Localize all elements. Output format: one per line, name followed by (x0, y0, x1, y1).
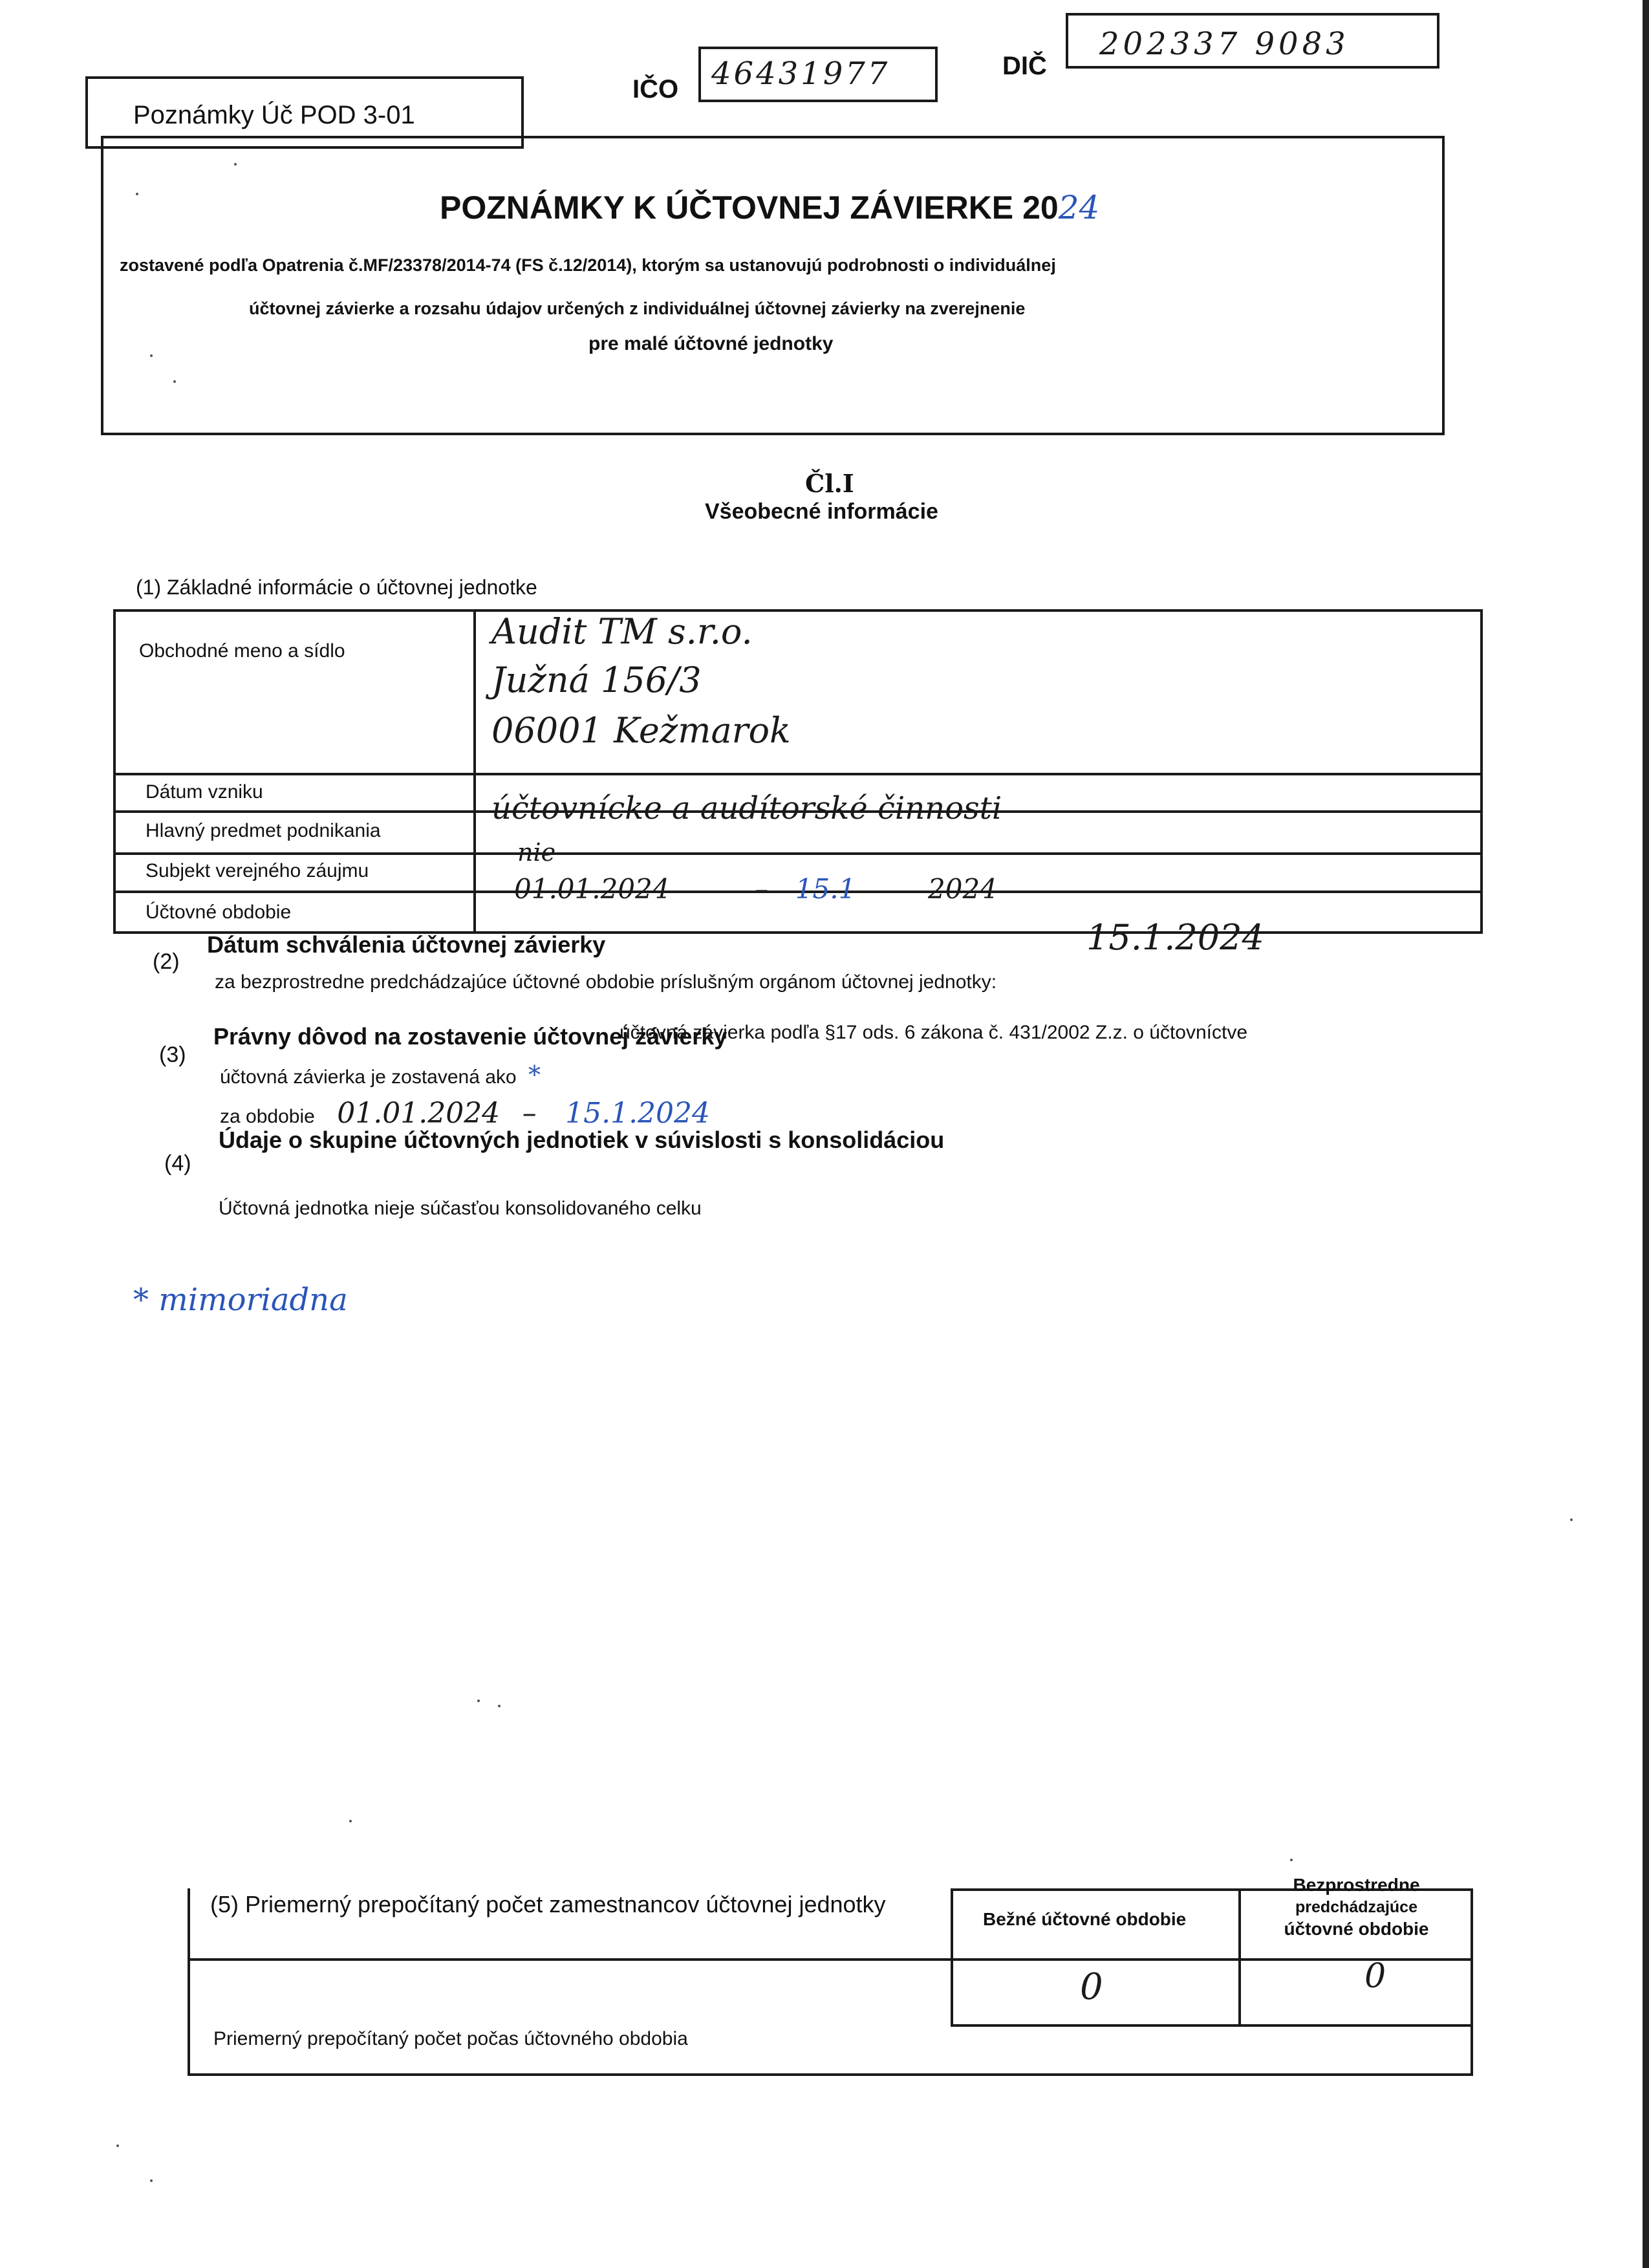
title-main (440, 189, 1099, 226)
scan-speck (173, 380, 176, 383)
dic-label: DIČ (1002, 52, 1047, 80)
scan-speck (150, 354, 153, 357)
section3-period-end: 15.1.2024 (565, 1097, 711, 1130)
row-value-name-3: 06001 Kežmarok (491, 710, 791, 751)
section2-sub: za bezprostredne predchádzajúce účtovné obdobie príslušným orgánom účtovnej jednotky: (215, 971, 997, 993)
title-year-handwritten: 24 (1058, 189, 1100, 226)
title-box (101, 136, 1445, 435)
section3-period-start: 01.01.2024 (337, 1097, 501, 1130)
section3-period-dash: – (522, 1097, 537, 1130)
section5-col-prev-1: Bezprostredne (1293, 1875, 1420, 1895)
section1-row-line-1 (113, 773, 1480, 775)
scan-speck (1570, 1518, 1573, 1521)
section5-prev-value: 0 (1364, 1957, 1386, 1996)
section3-period (220, 1097, 710, 1130)
row-value-name-1: Audit TM s.r.o. (491, 611, 753, 652)
section5-col-prev-3: účtovné obdobie (1284, 1919, 1429, 1939)
row-value-activity: účtovnícke a audítorské činnosti (491, 790, 1002, 826)
section5-row-label: Priemerný prepočítaný počet počas účtovného obdobia (213, 2028, 688, 2049)
article-number: Čl.I (805, 469, 854, 498)
scan-speck (477, 1700, 480, 1702)
title-year-prefix: 20 (1022, 189, 1059, 226)
period-start: 01.01.2024 (514, 873, 670, 905)
ico-label: IČO (632, 75, 679, 103)
scan-speck (136, 193, 138, 195)
section2-heading: Dátum schválenia účtovnej závierky (207, 931, 606, 958)
section3-period-label: za obdobie (220, 1106, 315, 1127)
section5-col-current: Bežné účtovné obdobie (983, 1909, 1187, 1929)
article-heading: Všeobecné informácie (705, 499, 938, 524)
title-line3: pre malé účtovné jednotky (588, 333, 834, 354)
scan-speck (234, 163, 237, 166)
row-value-name-2: Južná 156/3 (491, 660, 702, 700)
row-value-period (514, 873, 997, 905)
section3-line-b: účtovná závierka podľa §17 ods. 6 zákona č. 431/2002 Z.z. o účtovníctve (620, 1022, 1248, 1043)
scan-edge (1643, 0, 1649, 2268)
section3-line (220, 1061, 541, 1089)
section4-heading: Údaje o skupine účtovných jednotiek v súvislosti s konsolidáciou (219, 1127, 945, 1153)
dic-value: 202337 9083 (1099, 26, 1350, 62)
row-label-public-interest: Subjekt verejného záujmu (146, 860, 369, 881)
scan-speck (1290, 1859, 1293, 1861)
section2-value: 15.1.2024 (1086, 917, 1264, 958)
scan-speck (116, 2144, 119, 2147)
title-line2: účtovnej závierke a rozsahu údajov určených z individuálnej účtovnej závierky na zverejnenie (249, 299, 1026, 318)
section4-number: (4) (164, 1151, 191, 1176)
period-end-year: 2024 (928, 873, 997, 905)
section5-body-line (951, 2024, 1471, 2027)
section1-label: (1) Základné informácie o účtovnej jednotke (136, 576, 537, 599)
section1-col-divider (473, 609, 476, 931)
row-label-founded: Dátum vzniku (146, 781, 263, 803)
section5-col1-divider (951, 1888, 953, 2024)
section3-number: (3) (159, 1042, 186, 1067)
footnote: * mimoriadna (133, 1282, 348, 1318)
section1-row-line-3 (113, 852, 1480, 855)
section5-header-line (188, 1958, 1471, 1961)
scan-speck (498, 1705, 501, 1707)
section3-heading: Právny dôvod na zostavenie účtovnej závierky (213, 1023, 727, 1050)
scan-speck (349, 1820, 352, 1822)
scan-speck (150, 2179, 153, 2182)
period-end-day: 15.1 (795, 873, 856, 905)
row-label-name: Obchodné meno a sídlo (139, 640, 345, 662)
title-text: POZNÁMKY K ÚČTOVNEJ ZÁVIERKE (440, 189, 1014, 226)
period-dash: – (755, 873, 769, 905)
section4-text: Účtovná jednotka nieje súčasťou konsolidovaného celku (219, 1198, 702, 1219)
section5-current-value: 0 (1080, 1966, 1103, 2008)
row-label-period: Účtovné obdobie (146, 902, 292, 923)
section5-col-prev-2: predchádzajúce (1295, 1898, 1417, 1916)
ico-value: 46431977 (711, 56, 890, 92)
row-label-activity: Hlavný predmet podnikania (146, 820, 381, 841)
section5-col2-divider (1238, 1888, 1241, 2024)
section2-number: (2) (153, 949, 180, 974)
section3-line-a: účtovná závierka je zostavená ako (220, 1066, 517, 1088)
section5-label: (5) Priemerný prepočítaný počet zamestnancov účtovnej jednotky (210, 1891, 886, 1917)
section5-col-prev (1245, 1874, 1468, 1940)
row-value-public-interest: nie (517, 838, 556, 867)
section3-star: * (528, 1061, 541, 1089)
title-line1: zostavené podľa Opatrenia č.MF/23378/2014-74 (FS č.12/2014), ktorým sa ustanovujú podrobnosti o individuálnej (120, 255, 1056, 275)
form-code: Poznámky Úč POD 3-01 (133, 101, 415, 129)
